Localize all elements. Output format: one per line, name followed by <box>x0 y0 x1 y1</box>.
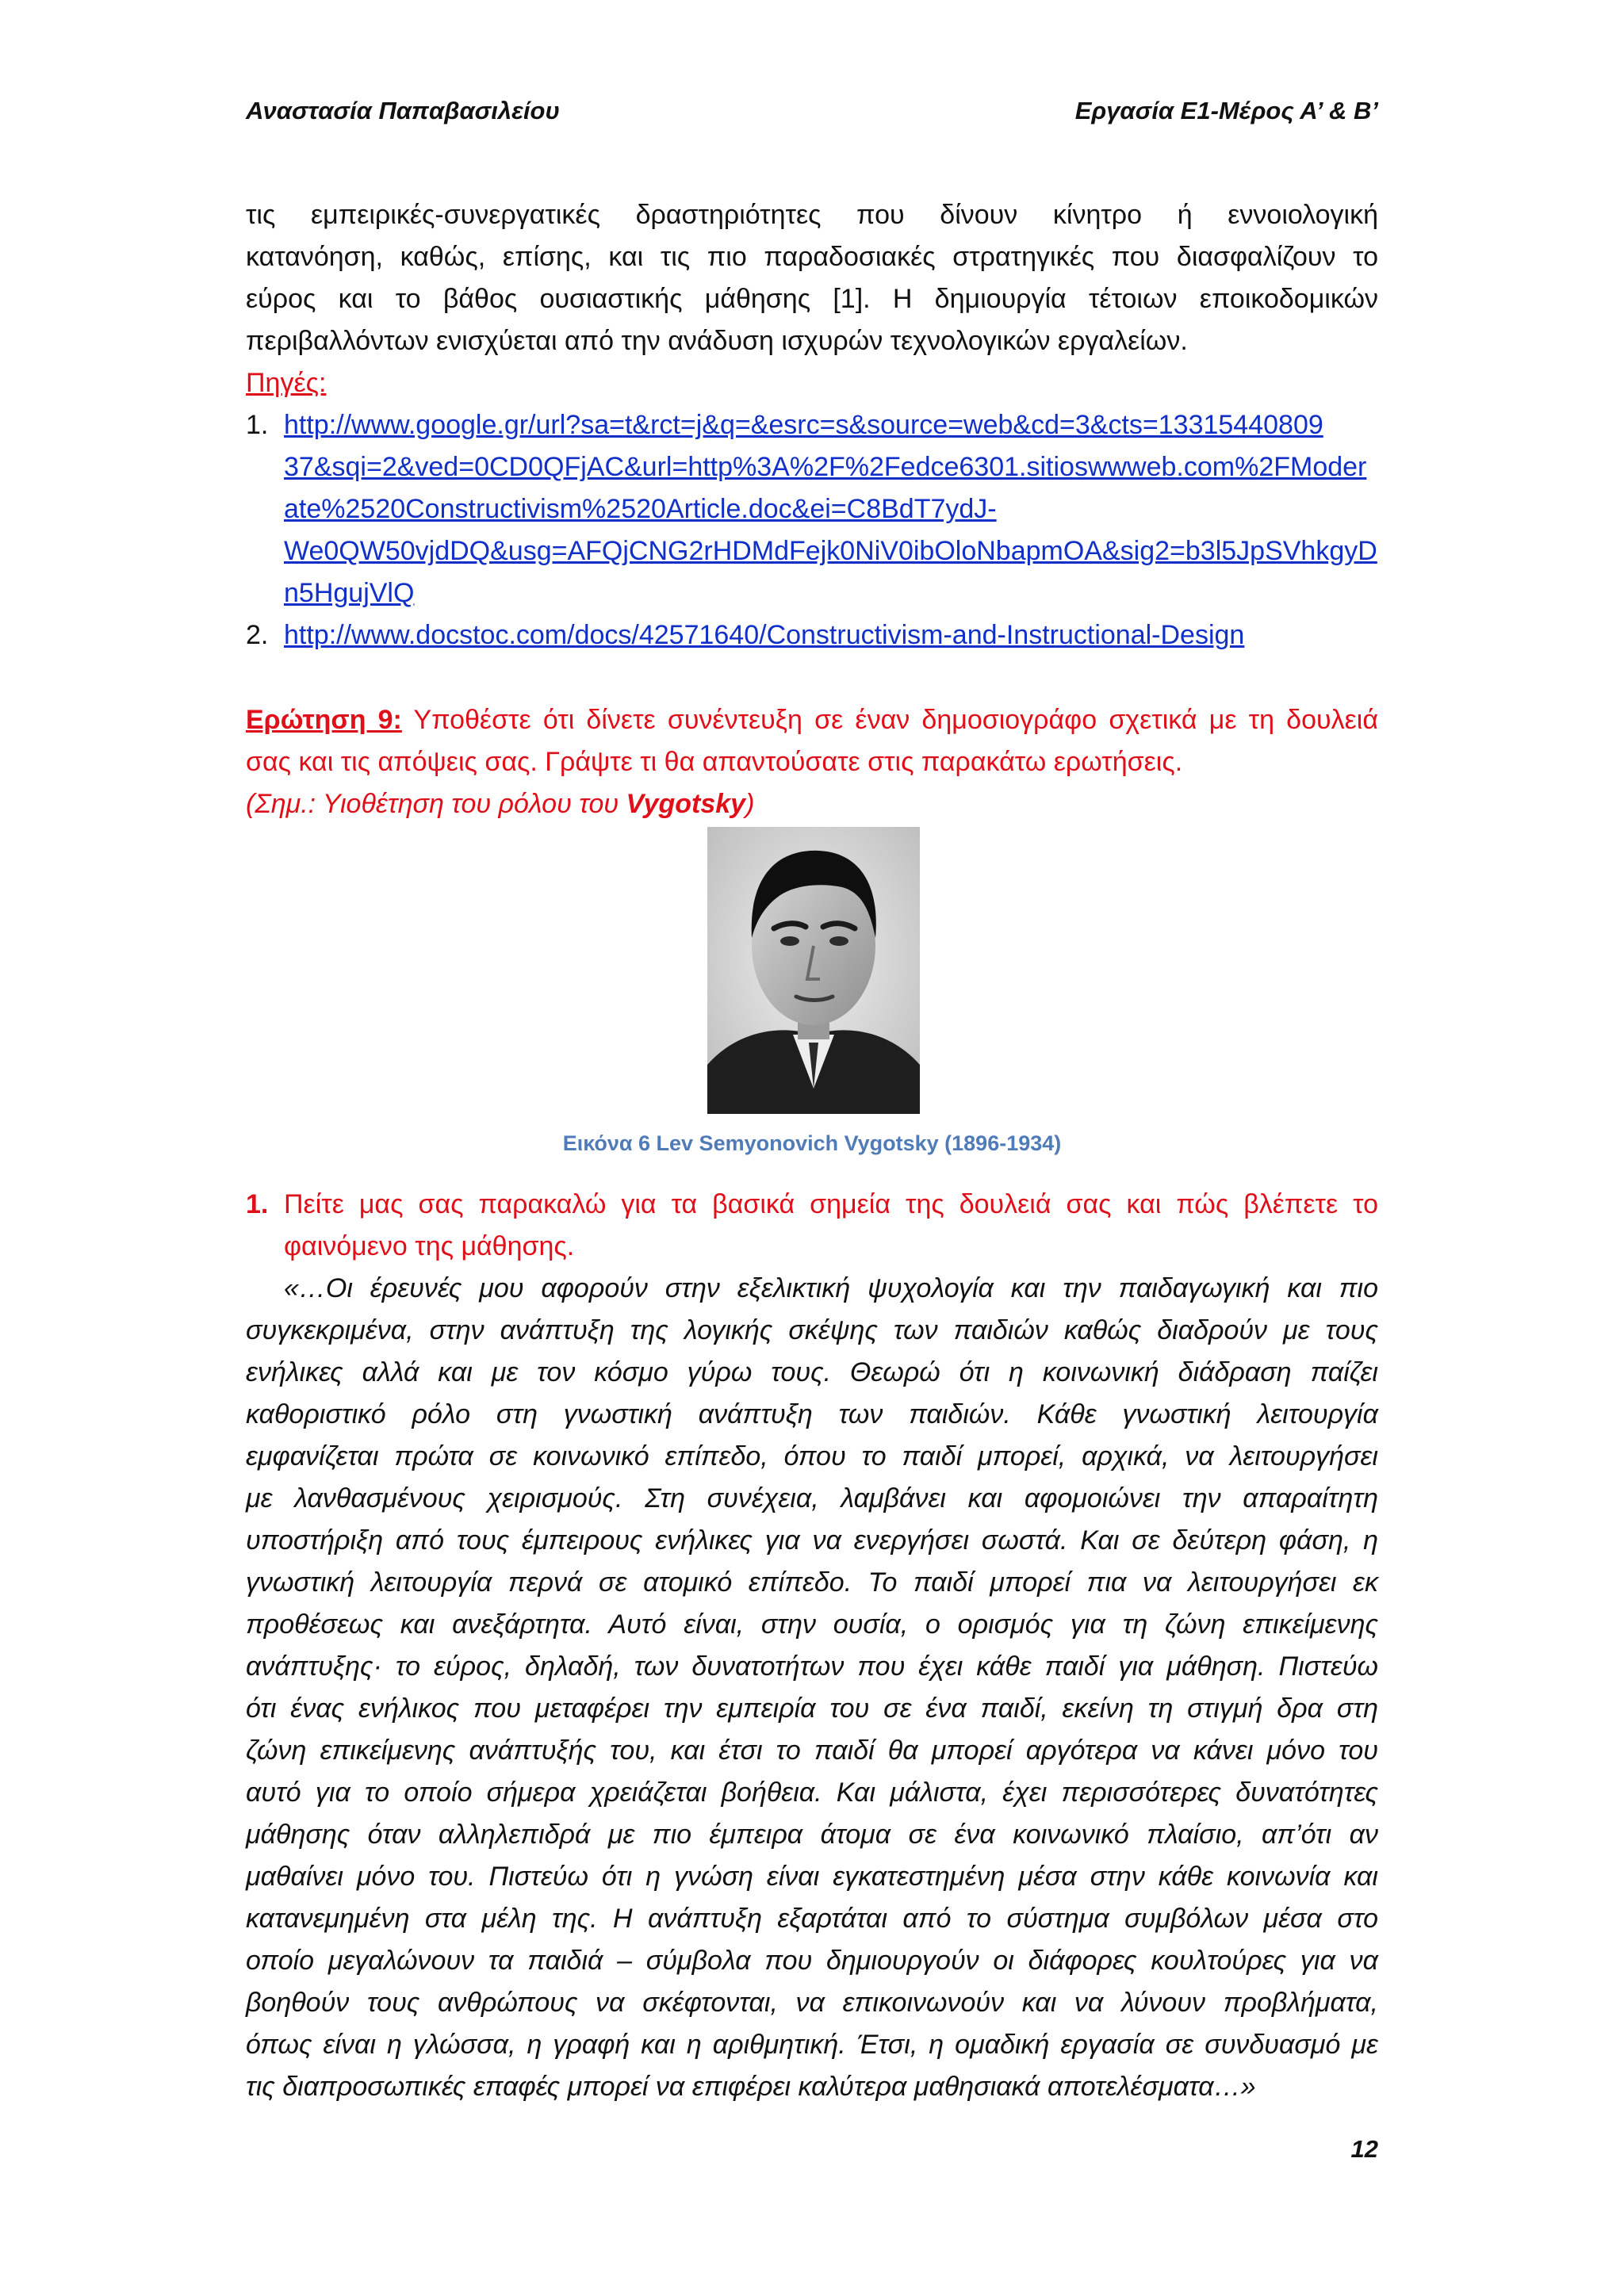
answer-line: όπως είναι η γλώσσα, η γραφή και η αριθμητική. Έτσι, η ομαδική εργασία σε συνδυασμό με <box>246 2030 1378 2060</box>
answer-line: συγκεκριμένα, στην ανάπτυξη της λογικής σκέψης των παιδιών καθώς διαδρούν με τους <box>246 1315 1378 1345</box>
note-name: Vygotsky <box>626 789 746 819</box>
answer-line: μαθαίνει μόνο του. Πιστεύω ότι η γνώση είναι εγκατεστημένη μέσα στην κάθε κοινωνία και <box>246 1862 1378 1892</box>
question-text: Υποθέστε ότι δίνετε συνέντευξη σε έναν δημοσιογράφο σχετικά με τη δουλειά <box>401 705 1378 735</box>
page-content <box>246 194 1378 2108</box>
intro-line: τις εμπειρικές-συνεργατικές δραστηριότητες που δίνουν κίνητρο ή εννοιολογική <box>246 200 1378 230</box>
answer-line: ενήλικες αλλά και με τον κόσμο γύρω τους. Θεωρώ ότι η κοινωνική διάδραση παίζει <box>246 1357 1378 1387</box>
source-item <box>246 614 1378 656</box>
portrait-photo <box>707 827 920 1114</box>
question-line <box>246 699 1378 741</box>
sources-label: Πηγές: <box>246 368 327 398</box>
intro-line: περιβαλλόντων ενισχύεται από την ανάδυση ισχυρών τεχνολογικών εργαλείων. <box>246 326 1188 356</box>
question-1-line: φαινόμενο της μάθησης. <box>284 1231 575 1261</box>
source-link[interactable]: 37&sqi=2&ved=0CD0QFjAC&url=http%3A%2F%2Fedce6301.sitioswwweb.com%2FModer <box>284 452 1367 482</box>
answer-line: ζώνη επικείμενης ανάπτυξής του, και έτσι το παιδί θα μπορεί αργότερα να κάνει μόνο του <box>246 1735 1378 1766</box>
source-item <box>246 404 1378 614</box>
spacer <box>246 656 1378 699</box>
source-link[interactable]: http://www.docstoc.com/docs/42571640/Constructivism-and-Instructional-Design <box>284 620 1245 650</box>
answer-line: τις διαπροσωπικές επαφές μπορεί να επιφέρει καλύτερα μαθησιακά αποτελέσματα…» <box>246 2072 1256 2102</box>
source-link[interactable]: ate%2520Constructivism%2520Article.doc&ei=C8BdT7ydJ- <box>284 494 997 524</box>
answer-line: μάθησης όταν αλληλεπιδρά με πιο έμπειρα άτομα σε ένα κοινωνικό πλαίσιο, απ’ότι αν <box>246 1820 1378 1850</box>
header-assignment: Εργασία Ε1-Μέρος Α’ & Β’ <box>1074 97 1378 124</box>
source-link[interactable]: We0QW50vjdDQ&usg=AFQjCNG2rHDMdFejk0NiV0ibOloNbapmOA&sig2=b3l5JpSVhkgyD <box>284 536 1377 566</box>
question-number: 1. <box>246 1189 269 1219</box>
answer-paragraph <box>246 1268 1378 2108</box>
answer-line: ότι ένας ενήλικος που μεταφέρει την εμπειρία του σε ένα παιδί, εκείνη τη στιγμή δρα στη <box>246 1693 1378 1724</box>
intro-paragraph <box>246 194 1378 362</box>
figure-caption: Εικόνα 6 Lev Semyonovich Vygotsky (1896-1934) <box>562 1131 1062 1155</box>
source-link[interactable]: n5HgujVlQ <box>284 578 415 608</box>
answer-line: αυτό για το οποίο σήμερα χρειάζεται βοήθεια. Και μάλιστα, έχει περισσότερες δυνατότητες <box>246 1777 1378 1808</box>
question-label: Ερώτηση 9: <box>246 705 402 735</box>
interview-question-1 <box>246 1184 1378 1268</box>
page-number: 12 <box>1350 2135 1378 2163</box>
answer-line: οποίο μεγαλώνουν τα παιδιά – σύμβολα που δημιουργούν οι διάφορες κουλτούρες για να <box>246 1946 1378 1976</box>
intro-line: κατανόηση, καθώς, επίσης, και τις πιο παραδοσιακές στρατηγικές που διασφαλίζουν το <box>246 242 1378 272</box>
answer-line: γνωστική λειτουργία περνά σε ατομικό επίπεδο. Το παιδί μπορεί πια να λειτουργήσει εκ <box>246 1567 1378 1598</box>
source-number: 2. <box>246 620 269 650</box>
answer-line: με λανθασμένους χειρισμούς. Στη συνέχεια, λαμβάνει και αφομοιώνει την απαραίτητη <box>246 1483 1378 1513</box>
figure <box>246 825 1378 1119</box>
question-line: σας και τις απόψεις σας. Γράψτε τι θα απαντούσατε στις παρακάτω ερωτήσεις. <box>246 747 1183 777</box>
answer-line: εμφανίζεται πρώτα σε κοινωνικό επίπεδο, όπου το παιδί μπορεί, αρχικά, να λειτουργήσει <box>246 1441 1378 1471</box>
question-block <box>246 699 1378 825</box>
answer-line: καθοριστικό ρόλο στη γνωστική ανάπτυξη των παιδιών. Κάθε γνωστική λειτουργία <box>246 1399 1378 1429</box>
answer-line: υποστήριξη από τους έμπειρους ενήλικες για να ενεργήσει σωστά. Και σε δεύτερη φάση, η <box>246 1525 1378 1556</box>
sources-list <box>246 404 1378 656</box>
note-suffix: ) <box>745 789 755 819</box>
answer-line: ανάπτυξης· το εύρος, δηλαδή, των δυνατοτήτων που έχει κάθε παιδί για μάθηση. Πιστεύω <box>246 1651 1378 1682</box>
question-note <box>246 783 1378 825</box>
answer-line: προθέσεως και ανεξάρτητα. Αυτό είναι, στην ουσία, ο ορισμός για τη ζώνη επικείμενης <box>246 1609 1378 1640</box>
header-author: Αναστασία Παπαβασιλείου <box>246 97 560 124</box>
note-prefix: (Σημ.: Υιοθέτηση του ρόλου του <box>246 789 626 819</box>
source-link[interactable]: http://www.google.gr/url?sa=t&rct=j&q=&esrc=s&source=web&cd=3&cts=13315440809 <box>284 410 1323 440</box>
intro-line: εύρος και το βάθος ουσιαστικής μάθησης [1]. Η δημιουργία τέτοιων εποικοδομικών <box>246 284 1378 314</box>
question-1-line: Πείτε μας σας παρακαλώ για τα βασικά σημεία της δουλειά σας και πώς βλέπετε το <box>284 1189 1378 1219</box>
answer-line: «…Οι έρευνές μου αφορούν στην εξελικτική ψυχολογία και την παιδαγωγική και πιο <box>284 1273 1378 1303</box>
source-number: 1. <box>246 410 269 440</box>
answer-line: κατανεμημένη στα μέλη της. Η ανάπτυξη εξαρτάται από το σύστημα συμβόλων μέσα στο <box>246 1904 1378 1934</box>
answer-line: βοηθούν τους ανθρώπους να σκέφτονται, να επικοινωνούν και να λύνουν προβλήματα, <box>246 1988 1378 2018</box>
